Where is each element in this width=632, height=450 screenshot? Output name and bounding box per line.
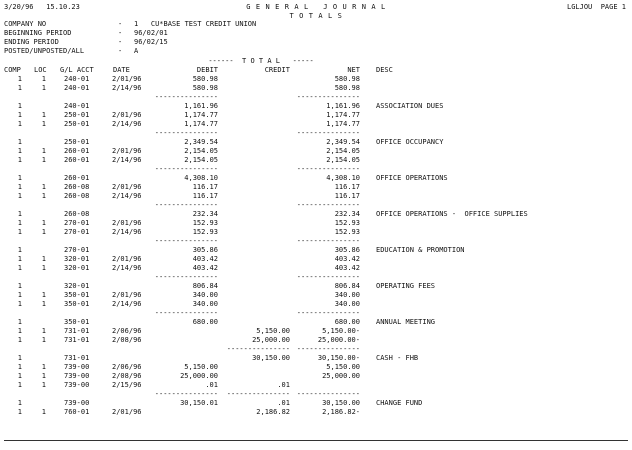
cell-debit: 4,308.10 <box>184 174 218 182</box>
cell-comp: 1 <box>17 327 22 335</box>
cell-debit: --------------- <box>154 273 218 281</box>
cell-net: 30,150.00- <box>317 354 360 362</box>
cell-credit: 25,000.00 <box>252 336 290 344</box>
cell-net: 2,154.05 <box>326 147 360 155</box>
cell-comp: 1 <box>17 318 22 326</box>
cell-date: 2/01/96 <box>112 291 142 299</box>
cell-net: 2,186.82- <box>322 408 360 416</box>
cell-gl-acct: 250-01 <box>64 138 90 146</box>
col-header-desc: DESC <box>376 66 393 74</box>
cell-net: 5,150.00- <box>322 327 360 335</box>
cell-comp: 1 <box>17 156 22 164</box>
cell-debit: --------------- <box>154 390 218 398</box>
cell-gl-acct: 350-01 <box>64 300 90 308</box>
cell-credit: --------------- <box>226 345 290 353</box>
cell-gl-acct: 270-01 <box>64 246 90 254</box>
cell-net: 25,000.00 <box>322 372 360 380</box>
cell-debit: 30,150.01 <box>180 399 218 407</box>
cell-comp: 1 <box>17 264 22 272</box>
cell-gl-acct: 739-00 <box>64 381 90 389</box>
cell-debit: 806.84 <box>192 282 218 290</box>
cell-gl-acct: 260-01 <box>64 174 90 182</box>
cell-gl-acct: 260-08 <box>64 210 90 218</box>
cell-comp: 1 <box>17 372 22 380</box>
cell-credit: .01 <box>277 399 290 407</box>
cell-desc: CASH - FHB <box>376 354 419 362</box>
param-value: 96/02/15 <box>134 38 168 46</box>
cell-net: --------------- <box>296 390 360 398</box>
cell-loc: 1 <box>41 381 46 389</box>
cell-gl-acct: 739-00 <box>64 363 90 371</box>
cell-credit: 30,150.00 <box>252 354 290 362</box>
cell-net: --------------- <box>296 309 360 317</box>
cell-debit: 1,174.77 <box>184 120 218 128</box>
cell-comp: 1 <box>17 336 22 344</box>
cell-comp: 1 <box>17 291 22 299</box>
param-dash: - <box>118 38 123 46</box>
cell-net: --------------- <box>296 165 360 173</box>
col-header-debit: DEBIT <box>196 66 218 74</box>
cell-desc: EDUCATION & PROMOTION <box>376 246 465 254</box>
cell-net: 116.17 <box>334 192 360 200</box>
cell-debit: 2,154.05 <box>184 156 218 164</box>
cell-gl-acct: 320-01 <box>64 255 90 263</box>
cell-debit: 152.93 <box>192 228 218 236</box>
cell-net: --------------- <box>296 345 360 353</box>
cell-comp: 1 <box>17 219 22 227</box>
cell-net: 403.42 <box>334 255 360 263</box>
param-label: BEGINNING PERIOD <box>4 29 72 37</box>
cell-debit: 580.98 <box>192 84 218 92</box>
param-value: 96/02/01 <box>134 29 168 37</box>
cell-gl-acct: 240-01 <box>64 84 90 92</box>
cell-net: 403.42 <box>334 264 360 272</box>
cell-net: 232.34 <box>334 210 360 218</box>
cell-gl-acct: 260-01 <box>64 156 90 164</box>
cell-comp: 1 <box>17 255 22 263</box>
cell-net: 340.00 <box>334 291 360 299</box>
cell-debit: 403.42 <box>192 255 218 263</box>
cell-loc: 1 <box>41 120 46 128</box>
cell-debit: --------------- <box>154 129 218 137</box>
param-dash: - <box>118 47 123 55</box>
cell-net: 305.86 <box>334 246 360 254</box>
cell-loc: 1 <box>41 156 46 164</box>
cell-net: --------------- <box>296 201 360 209</box>
cell-loc: 1 <box>41 75 46 83</box>
cell-net: 25,000.00- <box>317 336 360 344</box>
cell-gl-acct: 739-00 <box>64 399 90 407</box>
cell-comp: 1 <box>17 381 22 389</box>
cell-date: 2/08/96 <box>112 372 142 380</box>
cell-loc: 1 <box>41 147 46 155</box>
cell-comp: 1 <box>17 120 22 128</box>
cell-date: 2/14/96 <box>112 192 142 200</box>
cell-desc: ASSOCIATION DUES <box>376 102 444 110</box>
cell-desc: OFFICE OPERATIONS <box>376 174 448 182</box>
cell-date: 2/06/96 <box>112 363 142 371</box>
cell-debit: 680.00 <box>192 318 218 326</box>
cell-gl-acct: 760-01 <box>64 408 90 416</box>
report-title: G E N E R A L J O U R N A L <box>246 3 386 11</box>
param-dash: - <box>118 29 123 37</box>
cell-date: 2/14/96 <box>112 84 142 92</box>
cell-comp: 1 <box>17 282 22 290</box>
cell-debit: --------------- <box>154 309 218 317</box>
cell-gl-acct: 731-01 <box>64 336 90 344</box>
cell-debit: 580.98 <box>192 75 218 83</box>
cell-loc: 1 <box>41 183 46 191</box>
page-bottom-rule <box>4 440 628 441</box>
cell-comp: 1 <box>17 138 22 146</box>
cell-net: 116.17 <box>334 183 360 191</box>
cell-loc: 1 <box>41 255 46 263</box>
cell-loc: 1 <box>41 300 46 308</box>
cell-net: 1,161.96 <box>326 102 360 110</box>
cell-debit: 1,174.77 <box>184 111 218 119</box>
cell-net: 1,174.77 <box>326 120 360 128</box>
cell-net: 4,308.10 <box>326 174 360 182</box>
cell-date: 2/01/96 <box>112 183 142 191</box>
cell-debit: --------------- <box>154 237 218 245</box>
param-label: POSTED/UNPOSTED/ALL <box>4 47 85 55</box>
cell-debit: 403.42 <box>192 264 218 272</box>
cell-comp: 1 <box>17 399 22 407</box>
cell-debit: 2,154.05 <box>184 147 218 155</box>
report-subtitle: T O T A L S <box>289 12 343 20</box>
cell-net: --------------- <box>296 237 360 245</box>
cell-desc: ANNUAL MEETING <box>376 318 436 326</box>
cell-loc: 1 <box>41 336 46 344</box>
cell-debit: 116.17 <box>192 183 218 191</box>
cell-date: 2/01/96 <box>112 75 142 83</box>
col-header-net: NET <box>347 66 360 74</box>
cell-credit: 2,186.82 <box>256 408 290 416</box>
cell-net: 806.84 <box>334 282 360 290</box>
cell-loc: 1 <box>41 363 46 371</box>
cell-comp: 1 <box>17 174 22 182</box>
cell-comp: 1 <box>17 183 22 191</box>
cell-comp: 1 <box>17 192 22 200</box>
cell-debit: --------------- <box>154 93 218 101</box>
cell-net: 340.00 <box>334 300 360 308</box>
param-value: 1 CU*BASE TEST CREDIT UNION <box>134 20 257 28</box>
cell-date: 2/06/96 <box>112 327 142 335</box>
cell-credit: --------------- <box>226 390 290 398</box>
col-header-loc: LOC <box>34 66 47 74</box>
cell-net: --------------- <box>296 273 360 281</box>
cell-comp: 1 <box>17 75 22 83</box>
cell-date: 2/01/96 <box>112 408 142 416</box>
cell-debit: 152.93 <box>192 219 218 227</box>
cell-comp: 1 <box>17 300 22 308</box>
cell-debit: 232.34 <box>192 210 218 218</box>
cell-loc: 1 <box>41 372 46 380</box>
cell-gl-acct: 240-01 <box>64 102 90 110</box>
cell-gl-acct: 731-01 <box>64 327 90 335</box>
cell-comp: 1 <box>17 111 22 119</box>
cell-loc: 1 <box>41 192 46 200</box>
cell-net: 2,154.05 <box>326 156 360 164</box>
cell-date: 2/01/96 <box>112 255 142 263</box>
cell-debit: 25,000.00 <box>180 372 218 380</box>
cell-gl-acct: 270-01 <box>64 228 90 236</box>
cell-gl-acct: 739-00 <box>64 372 90 380</box>
cell-gl-acct: 240-01 <box>64 75 90 83</box>
cell-net: 30,150.00 <box>322 399 360 407</box>
cell-net: 5,150.00 <box>326 363 360 371</box>
cell-desc: OFFICE OPERATIONS - OFFICE SUPPLIES <box>376 210 528 218</box>
report-id: LGLJOU PAGE 1 <box>566 3 626 11</box>
cell-loc: 1 <box>41 327 46 335</box>
cell-loc: 1 <box>41 219 46 227</box>
cell-loc: 1 <box>41 84 46 92</box>
cell-debit: 116.17 <box>192 192 218 200</box>
col-header-gl-acct: G/L ACCT <box>60 66 94 74</box>
cell-debit: 305.86 <box>192 246 218 254</box>
cell-loc: 1 <box>41 291 46 299</box>
col-header-comp: COMP <box>4 66 21 74</box>
cell-debit: 1,161.96 <box>184 102 218 110</box>
cell-gl-acct: 250-01 <box>64 111 90 119</box>
cell-debit: 340.00 <box>192 300 218 308</box>
cell-date: 2/01/96 <box>112 219 142 227</box>
total-banner: ------ T O T A L ----- <box>208 57 314 65</box>
cell-debit: 2,349.54 <box>184 138 218 146</box>
cell-comp: 1 <box>17 147 22 155</box>
cell-debit: --------------- <box>154 201 218 209</box>
cell-date: 2/01/96 <box>112 111 142 119</box>
cell-credit: 5,150.00 <box>256 327 290 335</box>
cell-date: 2/14/96 <box>112 264 142 272</box>
cell-desc: OFFICE OCCUPANCY <box>376 138 444 146</box>
cell-net: 2,349.54 <box>326 138 360 146</box>
param-dash: - <box>118 20 123 28</box>
cell-net: --------------- <box>296 93 360 101</box>
cell-date: 2/15/96 <box>112 381 142 389</box>
cell-gl-acct: 270-01 <box>64 219 90 227</box>
cell-gl-acct: 260-01 <box>64 147 90 155</box>
param-value: A <box>134 47 139 55</box>
cell-gl-acct: 260-08 <box>64 192 90 200</box>
cell-comp: 1 <box>17 354 22 362</box>
cell-debit: 5,150.00 <box>184 363 218 371</box>
cell-net: 152.93 <box>334 219 360 227</box>
cell-date: 2/08/96 <box>112 336 142 344</box>
cell-gl-acct: 350-01 <box>64 318 90 326</box>
cell-gl-acct: 250-01 <box>64 120 90 128</box>
cell-debit: .01 <box>205 381 218 389</box>
col-header-credit: CREDIT <box>264 66 290 74</box>
cell-gl-acct: 320-01 <box>64 264 90 272</box>
cell-loc: 1 <box>41 408 46 416</box>
cell-debit: 340.00 <box>192 291 218 299</box>
cell-gl-acct: 320-01 <box>64 282 90 290</box>
cell-loc: 1 <box>41 111 46 119</box>
cell-debit: --------------- <box>154 165 218 173</box>
cell-comp: 1 <box>17 102 22 110</box>
param-label: ENDING PERIOD <box>4 38 59 46</box>
col-header-date: DATE <box>113 66 130 74</box>
cell-gl-acct: 350-01 <box>64 291 90 299</box>
cell-comp: 1 <box>17 210 22 218</box>
cell-loc: 1 <box>41 264 46 272</box>
cell-net: 580.98 <box>334 84 360 92</box>
cell-date: 2/14/96 <box>112 228 142 236</box>
param-label: COMPANY NO <box>4 20 47 28</box>
cell-net: 580.98 <box>334 75 360 83</box>
cell-gl-acct: 731-01 <box>64 354 90 362</box>
cell-credit: .01 <box>277 381 290 389</box>
cell-net: 1,174.77 <box>326 111 360 119</box>
cell-comp: 1 <box>17 246 22 254</box>
cell-date: 2/01/96 <box>112 147 142 155</box>
cell-date: 2/14/96 <box>112 120 142 128</box>
cell-loc: 1 <box>41 228 46 236</box>
cell-net: 152.93 <box>334 228 360 236</box>
report-datetime: 3/20/96 15.10.23 <box>4 3 80 11</box>
cell-desc: OPERATING FEES <box>376 282 436 290</box>
cell-comp: 1 <box>17 363 22 371</box>
cell-comp: 1 <box>17 228 22 236</box>
cell-comp: 1 <box>17 408 22 416</box>
cell-desc: CHANGE FUND <box>376 399 423 407</box>
cell-comp: 1 <box>17 84 22 92</box>
cell-date: 2/14/96 <box>112 300 142 308</box>
cell-net: --------------- <box>296 129 360 137</box>
cell-net: 680.00 <box>334 318 360 326</box>
cell-date: 2/14/96 <box>112 156 142 164</box>
cell-gl-acct: 260-08 <box>64 183 90 191</box>
